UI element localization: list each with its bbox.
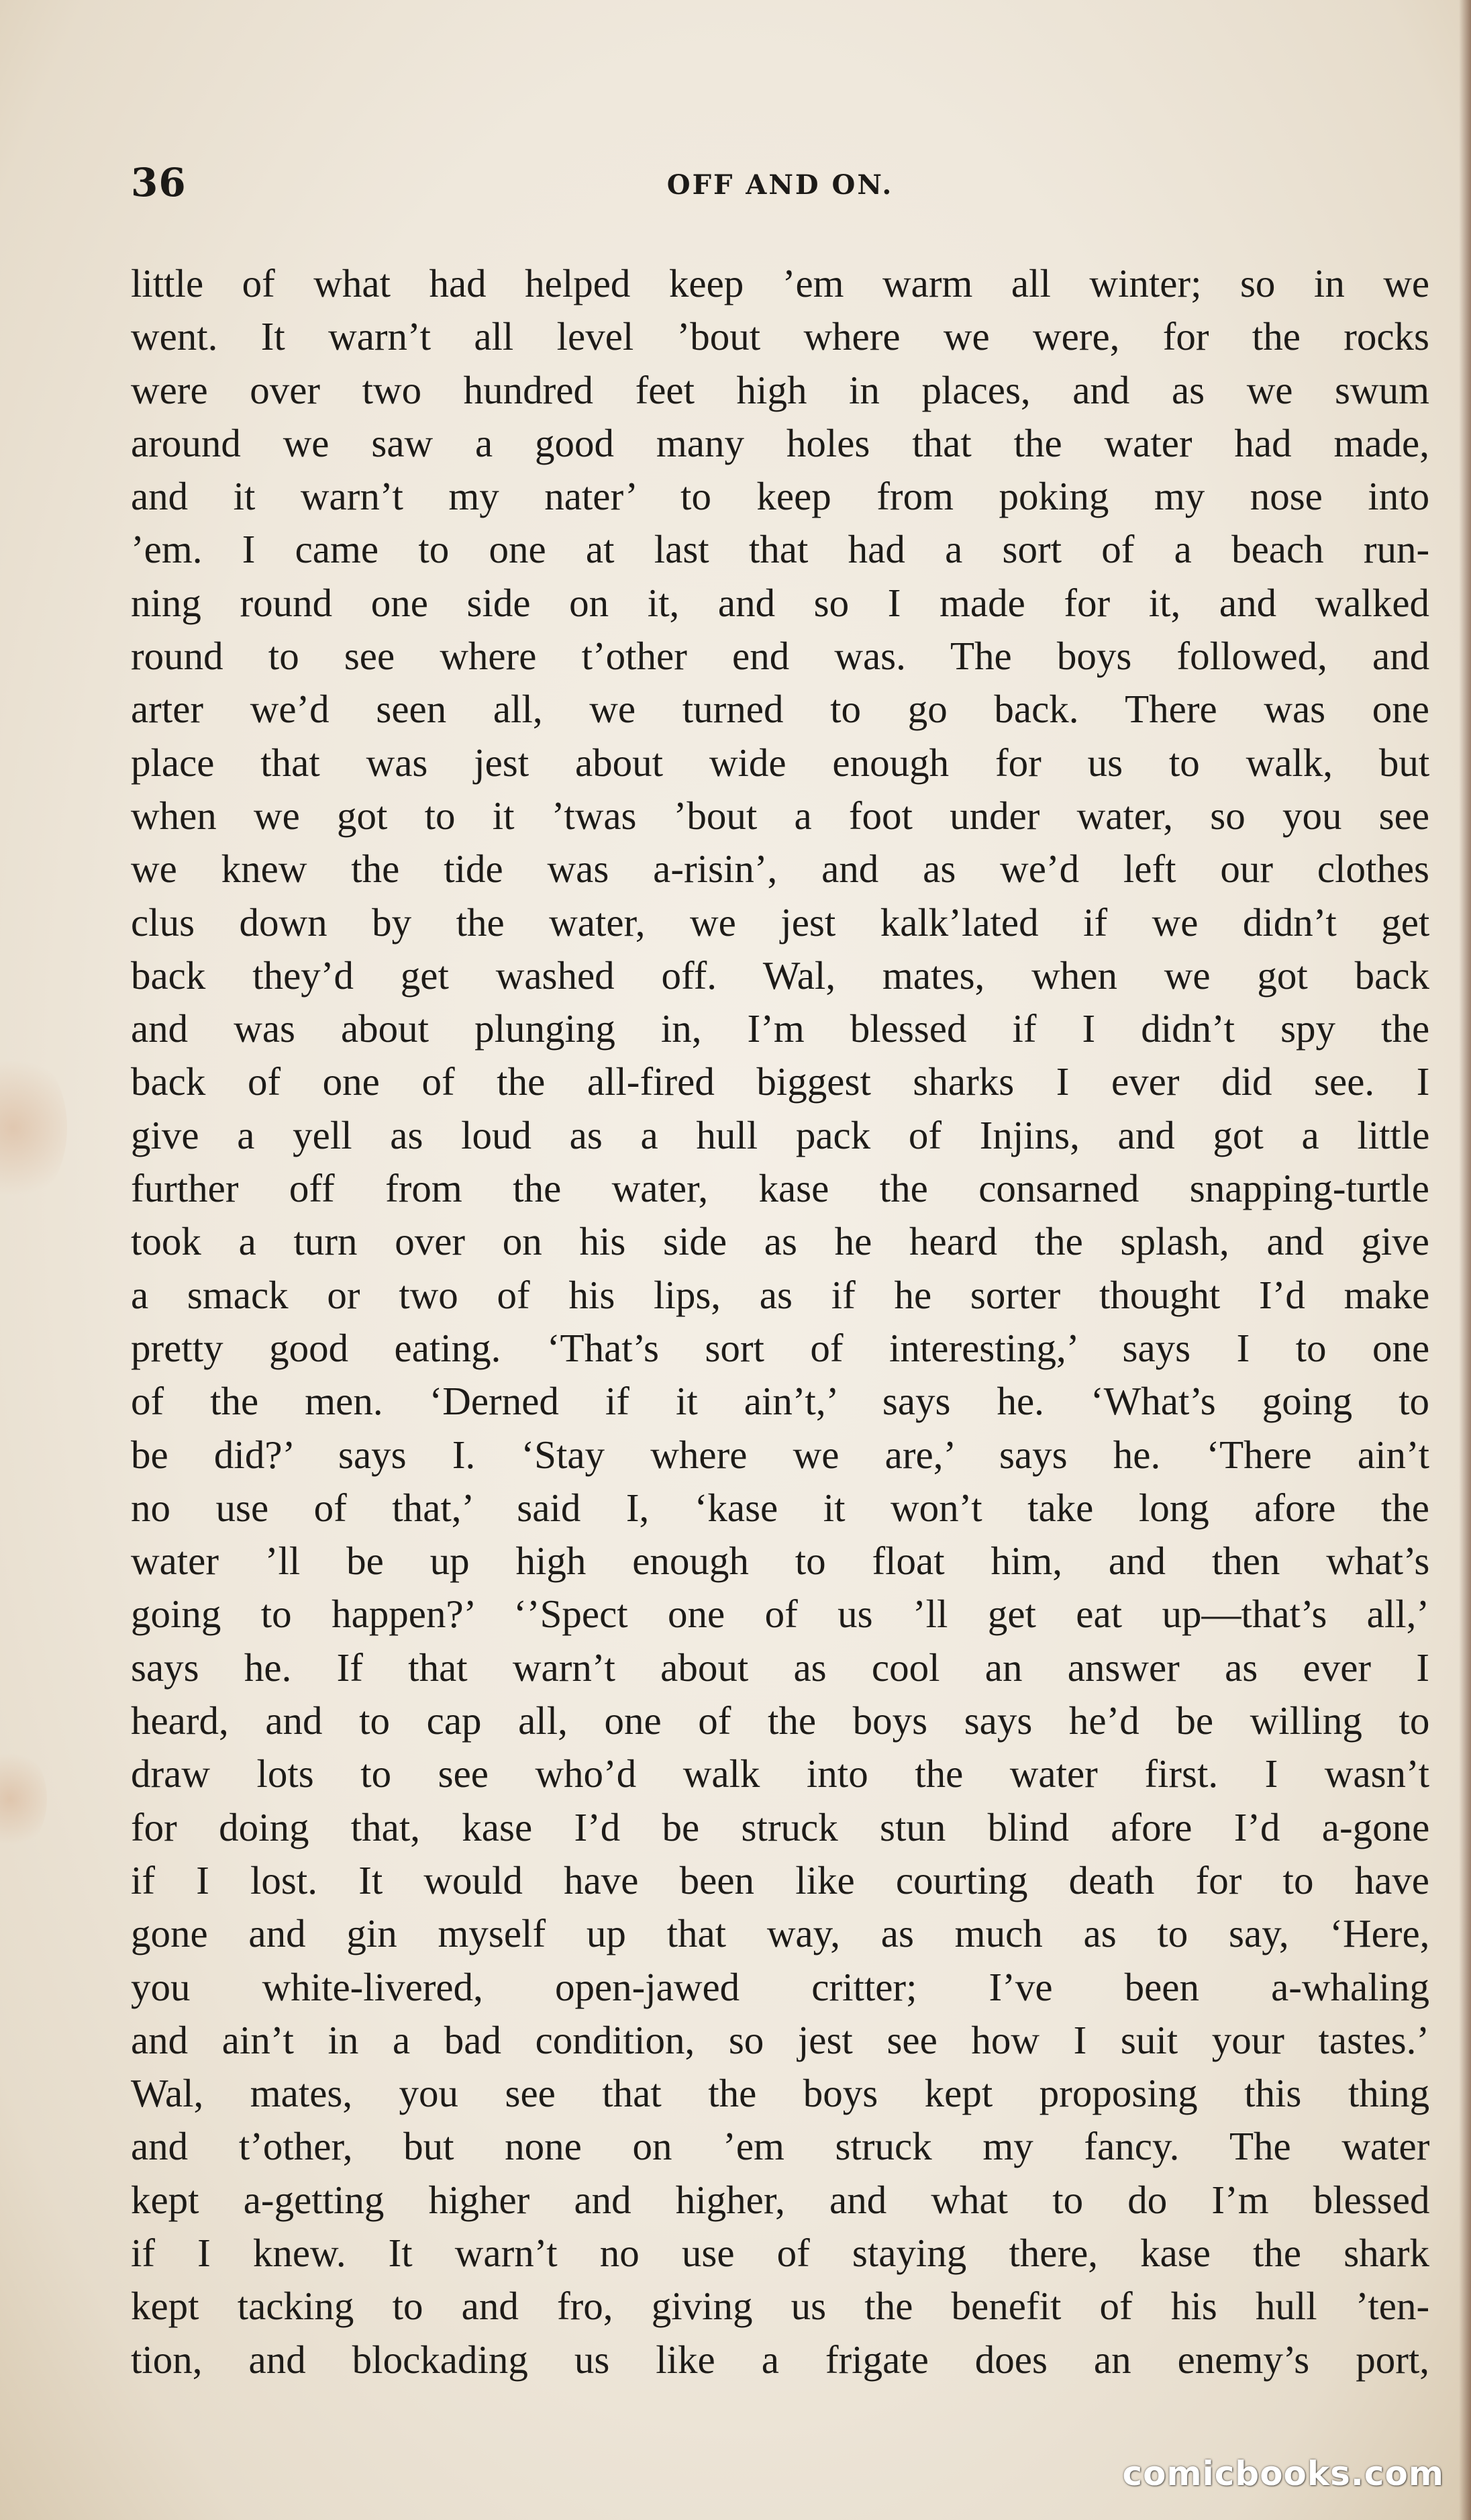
text-line: little of what had helped keep ’em warm all winter; so in we (131, 261, 1430, 305)
text-line: kept tacking to and fro, giving us the benefit of his hull ’ten- (131, 2284, 1430, 2329)
watermark: comicbooks.com (1122, 2454, 1444, 2493)
text-line: and t’other, but none on ’em struck my fancy. The water (131, 2124, 1430, 2169)
text-line: clus down by the water, we jest kalk’lated if we didn’t get (131, 900, 1430, 944)
text-line: be did?’ says I. ‘Stay where we are,’ says he. ‘There ain’t (131, 1432, 1429, 1477)
text-line: no use of that,’ said I, ‘kase it won’t take long afore the (131, 1485, 1429, 1530)
text-line: if I lost. It would have been like courting death for to have (131, 1857, 1429, 1902)
body-text (131, 257, 1429, 2386)
paper-stain (0, 1745, 47, 1853)
text-line: give a yell as loud as a hull pack of Injins, and got a little (131, 1112, 1430, 1157)
text-line: going to happen?’ ‘’Spect one of us ’ll get eat up—that’s all,’ (131, 1592, 1430, 1637)
text-line: further off from the water, kase the consarned snapping-turtle (131, 1166, 1429, 1211)
text-line: kept a-getting higher and higher, and what to do I’m blessed (131, 2177, 1430, 2222)
text-line: and ain’t in a bad condition, so jest see how I suit your tastes.’ (131, 2017, 1429, 2062)
text-line: back of one of the all-fired biggest sharks I ever did see. I (131, 1059, 1430, 1104)
text-line: Wal, mates, you see that the boys kept proposing this thing (131, 2071, 1430, 2116)
text-line: were over two hundred feet high in places, and as we swum (131, 367, 1430, 412)
paper-stain (0, 1047, 67, 1208)
text-line: and it warn’t my nater’ to keep from poking my nose into (131, 474, 1430, 519)
page-edge-shadow (1459, 0, 1471, 2520)
text-line: back they’d get washed off. Wal, mates, when we got back (131, 953, 1430, 998)
text-line: of the men. ‘Derned if it ain’t,’ says he. ‘What’s going to (131, 1379, 1430, 1424)
page-number: 36 (131, 160, 187, 205)
text-line: gone and gin myself up that way, as much as to say, ‘Here, (131, 1911, 1430, 1956)
text-line: heard, and to cap all, one of the boys says he’d be willing to (131, 1698, 1430, 1743)
text-line: pretty good eating. ‘That’s sort of interesting,’ says I to one (131, 1325, 1430, 1370)
text-line: a smack or two of his lips, as if he sorter thought I’d make (131, 1272, 1430, 1317)
text-line: went. It warn’t all level ’bout where we were, for the rocks (131, 314, 1429, 359)
text-line: we knew the tide was a-risin’, and as we’d left our clothes (131, 846, 1429, 891)
text-line: arter we’d seen all, we turned to go back. There was one (131, 687, 1429, 732)
text-line: if I knew. It warn’t no use of staying there, kase the shark (131, 2230, 1429, 2275)
text-line: and was about plunging in, I’m blessed if I didn’t spy the (131, 1006, 1430, 1051)
text-line: draw lots to see who’d walk into the water first. I wasn’t (131, 1751, 1429, 1796)
text-line: round to see where t’other end was. The boys followed, and (131, 634, 1430, 679)
text-line: you white-livered, open-jawed critter; I’ve been a-whaling (131, 1964, 1429, 2009)
text-line: when we got to it ’twas ’bout a foot under water, so you see (131, 793, 1429, 838)
text-line: took a turn over on his side as he heard the splash, and give (131, 1219, 1429, 1264)
text-line: water ’ll be up high enough to float him, and then what’s (131, 1539, 1430, 1584)
text-line: ning round one side on it, and so I made for it, and walked (131, 580, 1430, 625)
text-line: for doing that, kase I’d be struck stun blind afore I’d a-gone (131, 1804, 1430, 1849)
text-line: tion, and blockading us like a frigate does an enemy’s port, (131, 2337, 1429, 2382)
text-line: around we saw a good many holes that the water had made, (131, 420, 1429, 465)
running-head: OFF AND ON. (666, 169, 894, 201)
text-line: says he. If that warn’t about as cool an answer as ever I (131, 1645, 1429, 1690)
text-line: ’em. I came to one at last that had a sort of a beach run- (131, 527, 1430, 572)
page-header (131, 160, 1429, 213)
text-line: place that was jest about wide enough for us to walk, but (131, 740, 1430, 785)
